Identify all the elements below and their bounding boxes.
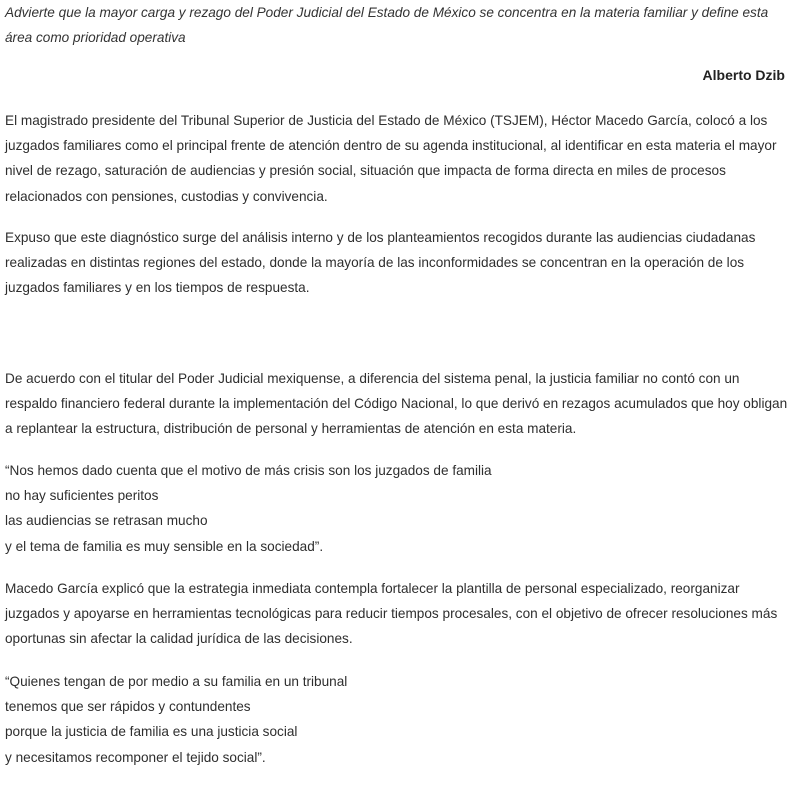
article-subtitle: Advierte que la mayor carga y rezago del Poder Judicial del Estado de México se concentra en la materia familiar y define esta área como prioridad operativa (5, 5, 769, 45)
quote-2-line-1: “Quienes tengan de por medio a su familia en un tribunal (5, 674, 348, 689)
quote-2-line-3: porque la justicia de familia es una justicia social (5, 724, 298, 740)
quote-1 (5, 458, 790, 559)
article-header (5, 0, 795, 85)
paragraph-4: Macedo García explicó que la estrategia inmediata contempla fortalecer la plantilla de personal especializado, reorganizar juzgados y apoyarse en herramientas tecnológicas para reducir tiempos procesales, con el objetivo de ofrecer resoluciones más oportunas sin afectar la calidad jurídica de las decisiones. (5, 581, 778, 647)
quote-2-line-4: y necesitamos recomponer el tejido social”. (5, 749, 266, 765)
author-byline: Alberto Dzib (702, 67, 785, 83)
paragraph-3: De acuerdo con el titular del Poder Judicial mexiquense, a diferencia del sistema penal, la justicia familiar no contó con un respaldo financiero federal durante la implementación del Código Nacional, lo que derivó en rezagos acumulados que hoy obligan a replantear la estructura, distribución de personal y herramientas de atención en esta materia. (5, 371, 788, 437)
quote-1-line-2: no hay suficientes peritos (5, 488, 159, 504)
quote-2-line-2: tenemos que ser rápidos y contundentes (5, 699, 251, 715)
quote-1-line-3: las audiencias se retrasan mucho (5, 513, 208, 529)
paragraph-2: Expuso que este diagnóstico surge del análisis interno y de los planteamientos recogidos durante las audiencias ciudadanas realizadas en distintas regiones del estado, donde la mayoría de las inconformidades se concentran en la operación de los juzgados familiares y en los tiempos de respuesta. (5, 230, 756, 296)
quote-2 (5, 669, 790, 770)
quote-1-line-4: y el tema de familia es muy sensible en la sociedad”. (5, 538, 324, 554)
paragraph-1: El magistrado presidente del Tribunal Superior de Justicia del Estado de México (TSJEM), Héctor Macedo García, colocó a los juzgados familiares como el principal frente de atención dentro de su agenda institucional, al identificar en esta materia el mayor nivel de rezago, saturación de audiencias y presión social, situación que impacta de forma directa en miles de procesos relacionados con pensiones, custodias y convivencia. (5, 113, 777, 204)
quote-1-line-1: “Nos hemos dado cuenta que el motivo de más crisis son los juzgados de familia (5, 463, 492, 478)
